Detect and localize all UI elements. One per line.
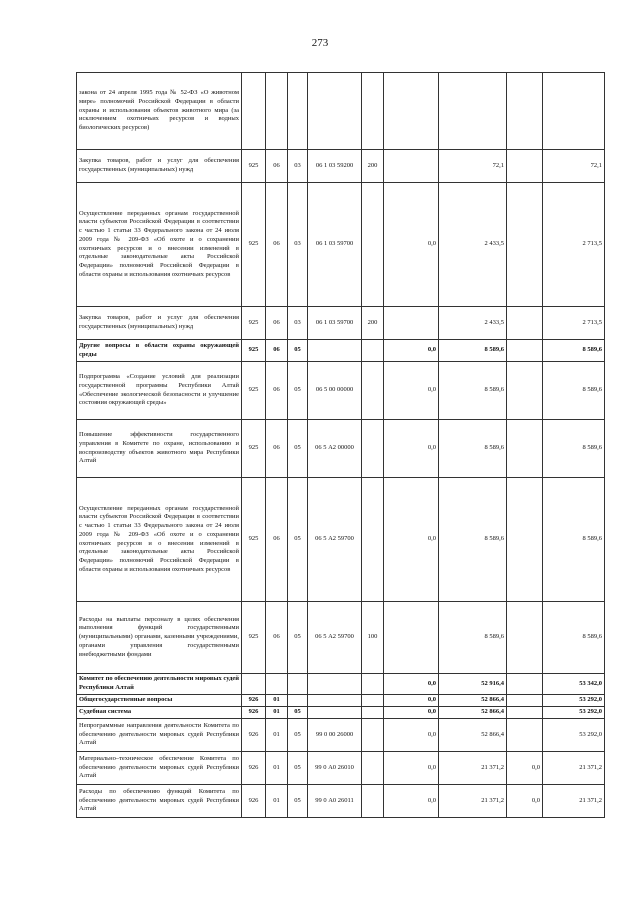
amount-change-2	[507, 695, 543, 707]
row-description: Повышение эффективности государственного управления в Комитете по охране, использованию и воспроизводству объектов животного мира Республики Алтай	[77, 420, 242, 478]
subsection-code: 05	[288, 719, 308, 752]
budget-table	[76, 72, 605, 818]
admin-code: 925	[242, 362, 266, 420]
amount-change: 0,0	[384, 478, 439, 602]
target-article	[308, 340, 362, 362]
table-row	[77, 752, 605, 785]
subsection-code: 05	[288, 707, 308, 719]
table-row	[77, 73, 605, 150]
subsection-code: 05	[288, 362, 308, 420]
section-code: 06	[266, 420, 288, 478]
row-description: Непрограммные направления деятельности Комитета по обеспечению деятельности мировых судей Республики Алтай	[77, 719, 242, 752]
amount-change: 0,0	[384, 752, 439, 785]
row-description: Закупка товаров, работ и услуг для обеспечения государственных (муниципальных) нужд	[77, 307, 242, 340]
amount-total: 21 371,2	[543, 752, 605, 785]
subsection-code: 05	[288, 420, 308, 478]
target-article: 99 0 А0 26010	[308, 752, 362, 785]
admin-code: 925	[242, 420, 266, 478]
row-description: Материально–техническое обеспечение Комитета по обеспечению деятельности мировых судей Республики Алтай	[77, 752, 242, 785]
amount-change-2	[507, 362, 543, 420]
expense-type	[362, 785, 384, 818]
table-row	[77, 707, 605, 719]
amount-change	[384, 150, 439, 183]
target-article: 06 5 А2 59700	[308, 602, 362, 674]
amount-change-2	[507, 73, 543, 150]
expense-type	[362, 73, 384, 150]
section-code: 01	[266, 752, 288, 785]
row-description: Расходы на выплаты персоналу в целях обеспечения выполнения функций государственными (муниципальными) органами, казенными учреждениями, органами управления государственными внебюджетными фондами	[77, 602, 242, 674]
amount-change-2: 0,0	[507, 752, 543, 785]
amount-total: 72,1	[543, 150, 605, 183]
amount-approved: 8 589,6	[439, 602, 507, 674]
admin-code: 926	[242, 707, 266, 719]
target-article	[308, 674, 362, 695]
table-row	[77, 674, 605, 695]
admin-code: 925	[242, 183, 266, 307]
row-description: Осуществление переданных органам государственной власти субъектов Российской Федерации в соответствии с частью 1 статьи 33 Федерального закона от 24 июля 2009 года № 209-ФЗ «Об охоте и о сохранении охотничьих ресурсов и о внесении изменений в отдельные законодательные акты Российской Федерации» полномочий Российской Федерации в области охраны и использования охотничьих ресурсов	[77, 183, 242, 307]
amount-change-2	[507, 707, 543, 719]
subsection-code	[288, 674, 308, 695]
amount-change: 0,0	[384, 183, 439, 307]
amount-total: 8 589,6	[543, 478, 605, 602]
amount-change	[384, 73, 439, 150]
expense-type	[362, 752, 384, 785]
amount-change: 0,0	[384, 719, 439, 752]
section-code: 06	[266, 478, 288, 602]
row-description: Общегосударственные вопросы	[77, 695, 242, 707]
target-article: 06 5 00 00000	[308, 362, 362, 420]
amount-change: 0,0	[384, 362, 439, 420]
expense-type	[362, 674, 384, 695]
row-description: закона от 24 апреля 1995 года № 52-ФЗ «О животном мире» полномочий Российской Федерации в области охраны и использования объектов животного мира (за исключением охотничьих ресурсов и водных биологических ресурсов)	[77, 73, 242, 150]
amount-change-2	[507, 719, 543, 752]
amount-change: 0,0	[384, 420, 439, 478]
subsection-code: 03	[288, 150, 308, 183]
amount-change-2	[507, 478, 543, 602]
expense-type	[362, 340, 384, 362]
page-number: 273	[311, 37, 329, 49]
subsection-code: 05	[288, 785, 308, 818]
amount-total: 2 713,5	[543, 183, 605, 307]
row-description: Комитет по обеспечению деятельности мировых судей Республики Алтай	[77, 674, 242, 695]
expense-type	[362, 695, 384, 707]
admin-code: 926	[242, 719, 266, 752]
row-description: Подпрограмма «Создание условий для реализации государственной программы Республики Алтай «Обеспечение экологической безопасности и улучшение состояния окружающей среды»	[77, 362, 242, 420]
expense-type	[362, 707, 384, 719]
admin-code	[242, 73, 266, 150]
admin-code: 926	[242, 752, 266, 785]
section-code: 06	[266, 602, 288, 674]
section-code	[266, 674, 288, 695]
amount-change-2	[507, 674, 543, 695]
amount-approved: 21 371,2	[439, 752, 507, 785]
expense-type: 100	[362, 602, 384, 674]
subsection-code: 05	[288, 340, 308, 362]
subsection-code: 05	[288, 752, 308, 785]
expense-type	[362, 420, 384, 478]
table-row	[77, 362, 605, 420]
subsection-code	[288, 73, 308, 150]
expense-type	[362, 719, 384, 752]
amount-change	[384, 602, 439, 674]
amount-approved: 2 433,5	[439, 183, 507, 307]
admin-code: 925	[242, 340, 266, 362]
table-row	[77, 719, 605, 752]
admin-code: 926	[242, 785, 266, 818]
amount-change	[384, 307, 439, 340]
amount-change: 0,0	[384, 674, 439, 695]
admin-code: 926	[242, 695, 266, 707]
target-article: 06 5 А2 59700	[308, 478, 362, 602]
target-article: 06 1 03 59200	[308, 150, 362, 183]
expense-type	[362, 478, 384, 602]
row-description: Расходы по обеспечению функций Комитета по обеспечению деятельности мировых судей Республики Алтай	[77, 785, 242, 818]
amount-approved: 2 433,5	[439, 307, 507, 340]
amount-change-2	[507, 602, 543, 674]
section-code: 01	[266, 695, 288, 707]
amount-change-2	[507, 340, 543, 362]
amount-change: 0,0	[384, 340, 439, 362]
amount-total: 8 589,6	[543, 420, 605, 478]
amount-change-2	[507, 420, 543, 478]
target-article: 06 5 А2 00000	[308, 420, 362, 478]
section-code: 06	[266, 183, 288, 307]
section-code: 01	[266, 785, 288, 818]
target-article: 99 0 А0 26011	[308, 785, 362, 818]
table-row	[77, 420, 605, 478]
amount-approved: 52 866,4	[439, 719, 507, 752]
target-article	[308, 73, 362, 150]
admin-code: 925	[242, 602, 266, 674]
amount-approved: 52 866,4	[439, 707, 507, 719]
amount-approved: 21 371,2	[439, 785, 507, 818]
amount-approved	[439, 73, 507, 150]
expense-type	[362, 183, 384, 307]
admin-code: 925	[242, 150, 266, 183]
section-code: 06	[266, 307, 288, 340]
row-description: Другие вопросы в области охраны окружающей среды	[77, 340, 242, 362]
subsection-code	[288, 695, 308, 707]
section-code: 06	[266, 340, 288, 362]
subsection-code: 05	[288, 602, 308, 674]
table-row	[77, 785, 605, 818]
subsection-code: 03	[288, 307, 308, 340]
table-row	[77, 602, 605, 674]
amount-total: 8 589,6	[543, 340, 605, 362]
budget-table-body	[77, 73, 605, 818]
amount-approved: 52 866,4	[439, 695, 507, 707]
amount-total: 8 589,6	[543, 602, 605, 674]
row-description: Осуществление переданных органам государственной власти субъектов Российской Федерации в соответствии с частью 1 статьи 33 Федерального закона от 24 июля 2009 года № 209-ФЗ «Об охоте и о сохранении охотничьих ресурсов и о внесении изменений в отдельные законодательные акты Российской Федерации» полномочий Российской Федерации в области охраны и использования охотничьих ресурсов	[77, 478, 242, 602]
amount-change: 0,0	[384, 785, 439, 818]
amount-approved: 8 589,6	[439, 362, 507, 420]
table-row	[77, 307, 605, 340]
table-row	[77, 340, 605, 362]
amount-approved: 72,1	[439, 150, 507, 183]
amount-total	[543, 73, 605, 150]
admin-code: 925	[242, 478, 266, 602]
table-row	[77, 183, 605, 307]
amount-change-2	[507, 150, 543, 183]
expense-type: 200	[362, 307, 384, 340]
amount-change: 0,0	[384, 695, 439, 707]
target-article	[308, 707, 362, 719]
admin-code	[242, 674, 266, 695]
target-article: 06 1 03 59700	[308, 307, 362, 340]
amount-total: 53 342,0	[543, 674, 605, 695]
subsection-code: 03	[288, 183, 308, 307]
target-article	[308, 695, 362, 707]
table-row	[77, 695, 605, 707]
row-description: Судебная система	[77, 707, 242, 719]
amount-approved: 8 589,6	[439, 420, 507, 478]
amount-change: 0,0	[384, 707, 439, 719]
amount-total: 53 292,0	[543, 707, 605, 719]
table-row	[77, 150, 605, 183]
amount-total: 53 292,0	[543, 719, 605, 752]
amount-change-2: 0,0	[507, 785, 543, 818]
section-code	[266, 73, 288, 150]
amount-change-2	[507, 183, 543, 307]
amount-approved: 8 589,6	[439, 340, 507, 362]
target-article: 06 1 03 59700	[308, 183, 362, 307]
row-description: Закупка товаров, работ и услуг для обеспечения государственных (муниципальных) нужд	[77, 150, 242, 183]
expense-type	[362, 362, 384, 420]
section-code: 01	[266, 707, 288, 719]
amount-change-2	[507, 307, 543, 340]
table-row	[77, 478, 605, 602]
subsection-code: 05	[288, 478, 308, 602]
section-code: 01	[266, 719, 288, 752]
amount-total: 53 292,0	[543, 695, 605, 707]
target-article: 99 0 00 26000	[308, 719, 362, 752]
amount-approved: 52 916,4	[439, 674, 507, 695]
section-code: 06	[266, 362, 288, 420]
expense-type: 200	[362, 150, 384, 183]
amount-total: 2 713,5	[543, 307, 605, 340]
admin-code: 925	[242, 307, 266, 340]
amount-total: 8 589,6	[543, 362, 605, 420]
amount-approved: 8 589,6	[439, 478, 507, 602]
amount-total: 21 371,2	[543, 785, 605, 818]
section-code: 06	[266, 150, 288, 183]
